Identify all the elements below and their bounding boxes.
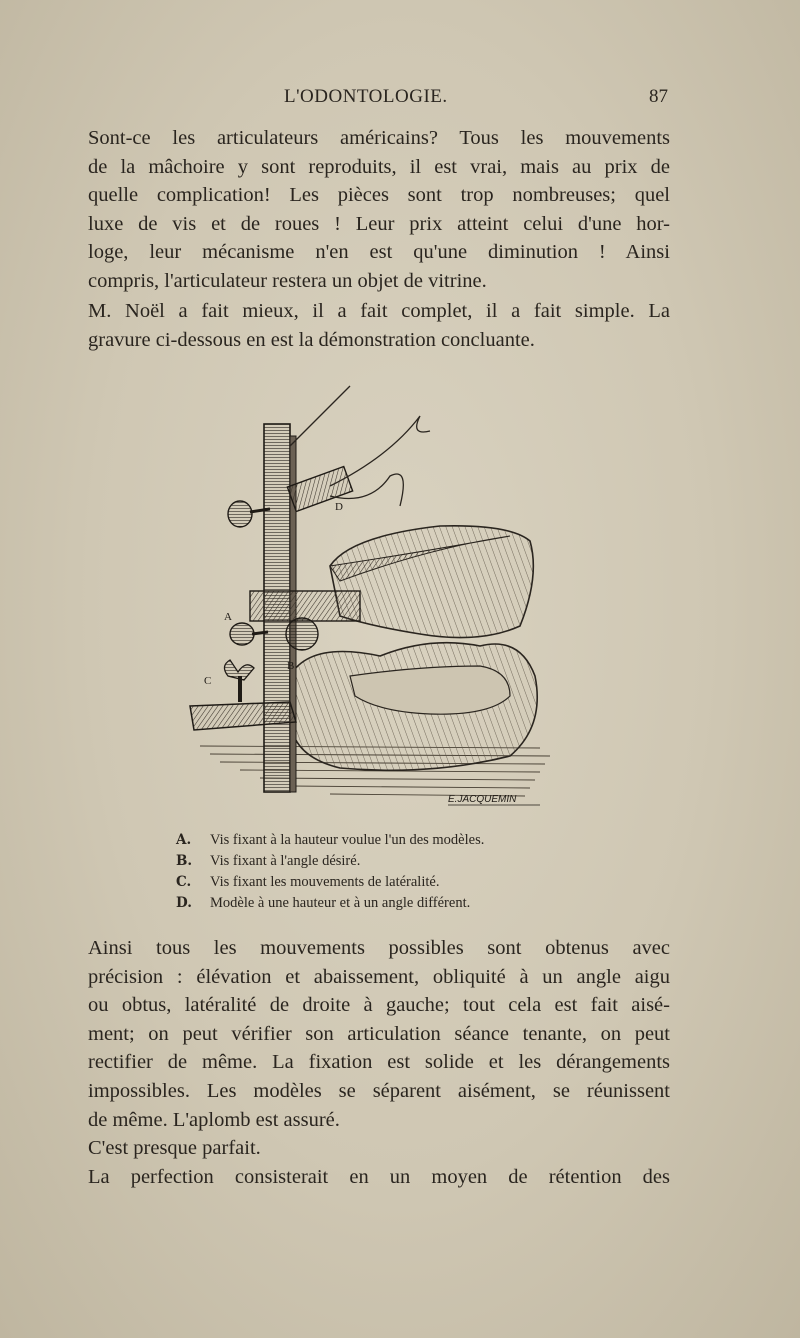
paragraph-1 [88, 124, 670, 296]
legend-item-c [176, 872, 596, 893]
label-d: D [335, 501, 343, 513]
text-line: quelle complication! Les pièces sont trop nombreuses; quel [88, 184, 670, 207]
legend-item-d [176, 893, 596, 914]
page-header [88, 86, 668, 110]
text-line: rectifier de même. La fixation est solide et les dérangements [88, 1051, 670, 1074]
text-line: La perfection consisterait en un moyen de rétention des [88, 1165, 670, 1188]
lower-model [290, 643, 537, 771]
screw-c [224, 660, 254, 702]
text-line: luxe de vis et de roues ! Leur prix atteint celui d'une hor- [88, 212, 670, 235]
figure-legend [176, 830, 596, 914]
legend-text: Vis fixant les mouvements de latéralité. [210, 874, 440, 890]
articulator-engraving [180, 376, 565, 816]
engraver-signature: E.JACQUEMIN [448, 794, 517, 805]
label-b: B [287, 660, 295, 672]
text-line: de la mâchoire y sont reproduits, il est vrai, mais au prix de [88, 155, 670, 178]
paragraph-2 [88, 297, 670, 354]
screw-b [286, 618, 318, 650]
running-title: L'ODONTOLOGIE. [284, 86, 448, 107]
text-line: Ainsi tous les mouvements possibles sont obtenus avec [88, 937, 670, 959]
text-line: de même. L'aplomb est assuré. [88, 1108, 340, 1131]
legend-text: Modèle à une hauteur et à un angle différent. [210, 895, 471, 911]
legend-letter: A. [176, 832, 192, 848]
legend-text: Vis fixant à l'angle désiré. [210, 853, 361, 869]
text-line: ment; on peut vérifier son articulation séance tenante, on peut [88, 1022, 670, 1045]
text-line: précision : élévation et abaissement, obliquité à un angle aigu [88, 965, 670, 988]
label-c: C [204, 675, 212, 687]
text-line: M. Noël a fait mieux, il a fait complet, il a fait simple. La [88, 300, 670, 322]
legend-letter: C. [176, 874, 192, 890]
text-line: impossibles. Les modèles se séparent aisément, se réunissent [88, 1079, 670, 1102]
legend-item-a [176, 830, 596, 851]
label-a: A [224, 611, 232, 623]
legend-letter: B. [176, 853, 193, 869]
text-line: Sont-ce les articulateurs américains? Tous les mouvements [88, 127, 670, 149]
legend-text: Vis fixant à la hauteur voulue l'un des modèles. [210, 832, 485, 848]
text-line: gravure ci-dessous en est la démonstration concluante. [88, 328, 535, 351]
legend-item-b [176, 851, 596, 872]
text-line: C'est presque parfait. [88, 1137, 261, 1160]
text-line: ou obtus, latéralité de droite à gauche; tout cela est fait aisé- [88, 994, 670, 1017]
text-line: loge, leur mécanisme n'en est qu'une diminution ! Ainsi [88, 241, 670, 264]
page-number: 87 [649, 86, 668, 107]
screw-a [230, 623, 268, 645]
legend-letter: D. [176, 895, 192, 911]
paragraph-3 [88, 934, 670, 1191]
text-line: compris, l'articulateur restera un objet de vitrine. [88, 269, 487, 292]
